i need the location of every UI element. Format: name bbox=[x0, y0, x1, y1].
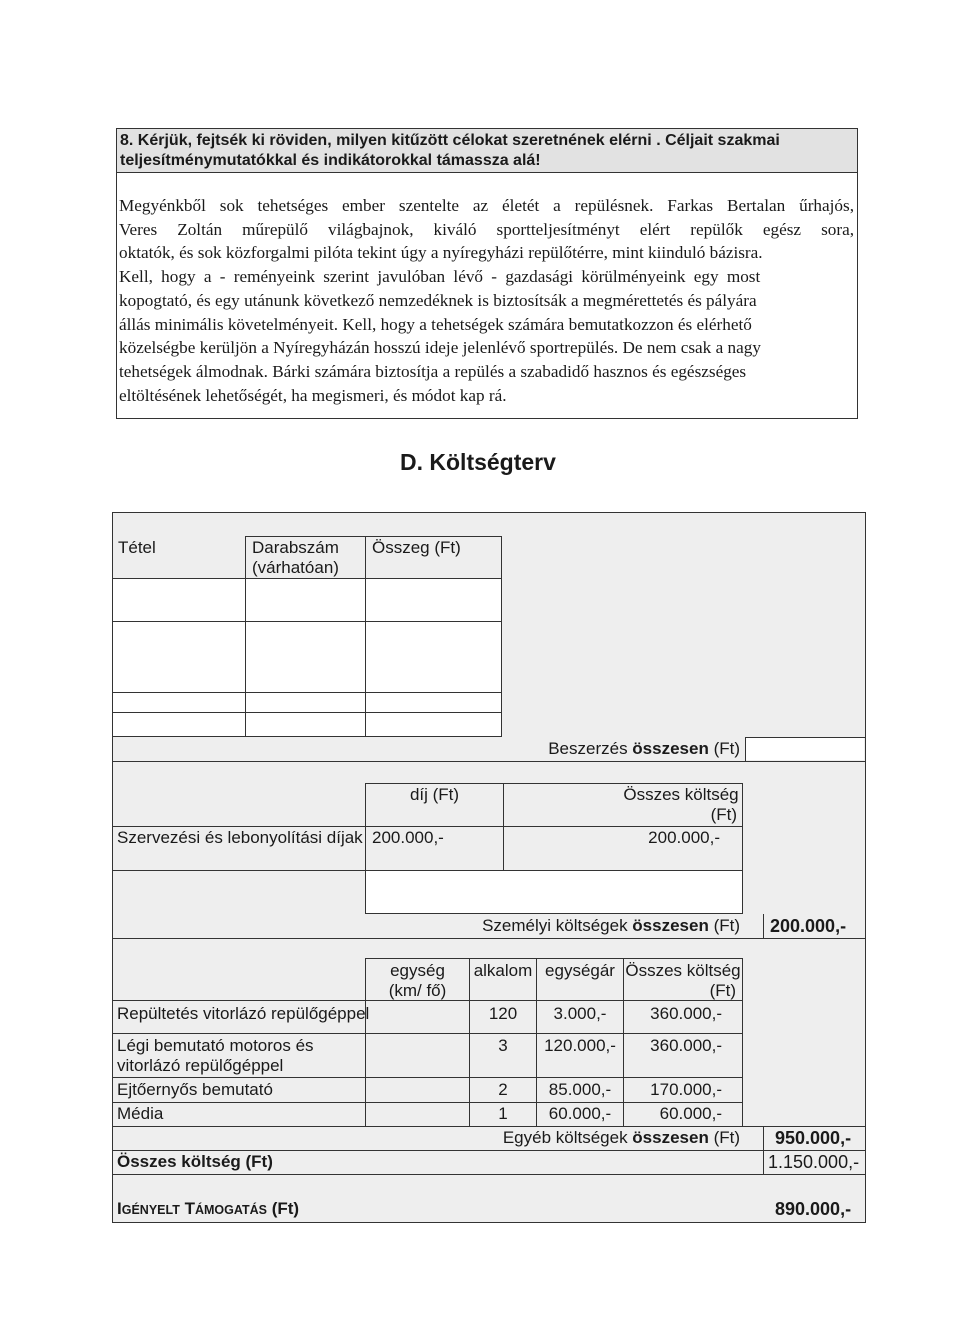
requested-support-value: 890.000,- bbox=[775, 1199, 852, 1219]
answer-line: tehetségek álmodnak. Bárki számára biztosítja a repülés a szabadidő hasznos és egészséges bbox=[119, 361, 747, 381]
other-row-unit-price: 60.000,- bbox=[548, 1104, 612, 1123]
other-row-occasion: 2 bbox=[498, 1080, 508, 1099]
other-col-unit-price: egységár bbox=[545, 961, 615, 980]
other-row-unit-price: 85.000,- bbox=[548, 1080, 612, 1099]
col-header-qty: Darabszám bbox=[252, 538, 339, 557]
other-total-value: 950.000,- bbox=[775, 1128, 852, 1148]
answer-line: Megyénkből sok tehetséges ember szentelte az életét a repülésnek. Farkas Bertalan űrhajós, bbox=[119, 196, 854, 215]
personnel-col-total: Összes költség bbox=[623, 785, 739, 804]
other-col-unit-sub: (km/ fő) bbox=[388, 981, 447, 1000]
other-row-unit-price: 120.000,- bbox=[544, 1036, 616, 1055]
requested-support-label: IGÉNYELT TÁMOGATÁS (Ft) bbox=[117, 1199, 300, 1218]
answer-line: Veres Zoltán műrepülő világbajnok, kiváló sportteljesítményt elért repülők egész sora, bbox=[119, 219, 854, 239]
other-row-total: 360.000,- bbox=[650, 1004, 722, 1023]
other-row-unit-price: 3.000,- bbox=[553, 1004, 607, 1023]
answer-line: kopogtató, és egy utánunk következő nemzedéknek is biztosítsák a megmérettetés és pályára bbox=[119, 290, 757, 310]
personnel-row-label: Szervezési és lebonyolítási díjak bbox=[117, 828, 363, 847]
question-line-2: teljesítménymutatókkal és indikátorokkal támassza alá! bbox=[120, 152, 541, 169]
other-row-total: 360.000,- bbox=[650, 1036, 722, 1055]
answer-text bbox=[119, 194, 854, 407]
personnel-total-label: Személyi költségek összesen (Ft) bbox=[482, 916, 740, 935]
personnel-col-total-sub: (Ft) bbox=[710, 805, 737, 824]
grand-total-label: Összes költség (Ft) bbox=[117, 1152, 273, 1171]
other-row-label-cont: vitorlázó repülőgéppel bbox=[117, 1056, 284, 1075]
other-row-label: Ejtőernyős bemutató bbox=[117, 1080, 273, 1099]
other-row-occasion: 3 bbox=[498, 1036, 508, 1055]
personnel-col-fee: díj (Ft) bbox=[409, 785, 460, 804]
other-row-total: 170.000,- bbox=[650, 1080, 722, 1099]
other-total-label: Egyéb költségek összesen (Ft) bbox=[502, 1128, 740, 1147]
col-header-item: Tétel bbox=[118, 538, 156, 557]
question-line-1: 8. Kérjük, fejtsék ki röviden, milyen kitűzött célokat szeretnének elérni . Céljait szakmai bbox=[120, 132, 780, 149]
col-header-amount: Összeg (Ft) bbox=[372, 538, 461, 557]
answer-line: oktatók, és sok közforgalmi pilóta tekint úgy a nyíregyházi repülőtérre, mint kiinduló bázisra. bbox=[119, 243, 763, 263]
other-col-total: Összes költség bbox=[625, 961, 741, 980]
other-col-occasion: alkalom bbox=[473, 961, 533, 980]
other-row-occasion: 1 bbox=[498, 1104, 508, 1123]
answer-line: Kell, hogy a - reményeink szerint javulóban lévő - gazdasági körülményeink egy most bbox=[119, 267, 761, 287]
other-row-label: Légi bemutató motoros és bbox=[117, 1036, 314, 1055]
personnel-row-total: 200.000,- bbox=[648, 828, 720, 847]
procurement-total-label: Beszerzés összesen (Ft) bbox=[548, 739, 740, 758]
other-col-unit: egység bbox=[390, 961, 445, 980]
answer-line: eltöltésének lehetőségét, ha megismeri, és módot kap rá. bbox=[119, 385, 507, 405]
personnel-total-value: 200.000,- bbox=[770, 916, 847, 936]
other-row-occasion: 120 bbox=[488, 1004, 518, 1023]
answer-line: közelségbe kerüljön a Nyíregyházán hosszú ideje jelenlévő sportrepülés. De nem csak a nagy bbox=[119, 338, 761, 358]
personnel-row-fee: 200.000,- bbox=[372, 828, 444, 847]
other-row-label: Média bbox=[117, 1104, 164, 1123]
other-row-total: 60.000,- bbox=[659, 1104, 722, 1123]
grand-total-value: 1.150.000,- bbox=[768, 1152, 860, 1172]
answer-line: állás minimális követelményeit. Kell, hogy a tehetségek számára bemutatkozzon és elérhető bbox=[119, 314, 752, 334]
other-col-total-sub: (Ft) bbox=[709, 981, 736, 1000]
section-title: D. Költségterv bbox=[400, 449, 556, 475]
other-row-label: Repültetés vitorlázó repülőgéppel bbox=[117, 1004, 370, 1023]
col-header-qty-sub: (várhatóan) bbox=[252, 558, 339, 577]
